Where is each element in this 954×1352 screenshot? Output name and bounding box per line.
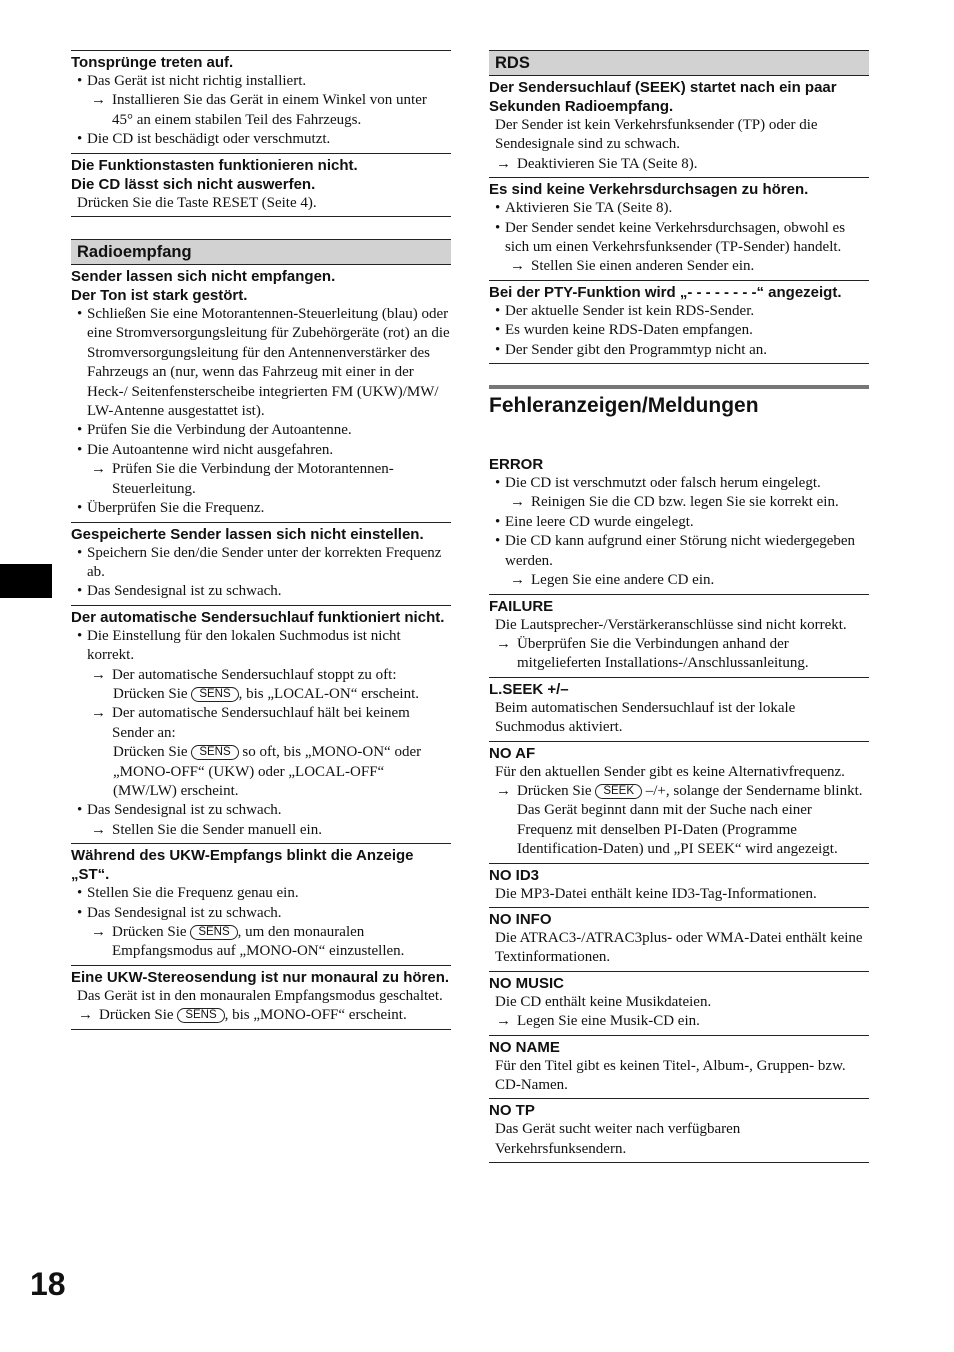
entry-sound-skips <box>71 50 451 153</box>
bullet: • Prüfen Sie die Verbindung der Autoantenne. <box>71 421 451 440</box>
entry-title: Sender lassen sich nicht empfangen. <box>71 268 336 286</box>
entry-no-reception <box>71 265 451 521</box>
left-column <box>71 50 451 1030</box>
bullet: • Speichern Sie den/die Sender unter der korrekten Frequenz ab. <box>71 544 451 583</box>
section-tab-marker <box>0 564 52 598</box>
sens-button-label: SENS <box>177 1008 224 1023</box>
entry-title: Bei der PTY-Funktion wird „- - - - - - - -“ angezeigt. <box>489 283 842 301</box>
message-no-af <box>489 741 869 863</box>
bullet: • Die Autoantenne wird nicht ausgefahren. <box>71 441 451 460</box>
section-heading-rds: RDS <box>489 50 869 76</box>
message-code: NO ID3 <box>489 866 540 884</box>
paragraph: Die MP3-Datei enthält keine ID3-Tag-Informationen. <box>495 885 817 902</box>
bullet: • Das Sendesignal ist zu schwach. <box>71 904 451 923</box>
sens-button-label: SENS <box>190 925 237 940</box>
bullet: • Das Sendesignal ist zu schwach. <box>71 582 451 601</box>
remedy: → Der automatische Sendersuchlauf stoppt zu oft: <box>71 666 451 685</box>
message-code: L.SEEK +/– <box>489 680 569 698</box>
entry-function-keys <box>71 153 451 217</box>
bullet: • Der aktuelle Sender ist kein RDS-Sender. <box>489 302 869 321</box>
entry-stereo-mono <box>71 965 451 1030</box>
entry-pty <box>489 280 869 364</box>
paragraph: Der Sender ist kein Verkehrsfunksender (TP) oder die Sendesignale sind zu schwach. <box>495 117 818 153</box>
entry-seek-starts <box>489 76 869 177</box>
message-no-info <box>489 907 869 971</box>
remedy <box>489 782 869 860</box>
message-lseek <box>489 677 869 741</box>
entry-preset-stations <box>71 522 451 605</box>
bullet: • Es wurden keine RDS-Daten empfangen. <box>489 321 869 340</box>
paragraph: Die CD enthält keine Musikdateien. <box>495 993 712 1010</box>
bullet: • Die CD ist beschädigt oder verschmutzt. <box>71 130 451 149</box>
entry-st-blinks <box>71 843 451 965</box>
sens-button-label: SENS <box>191 745 238 760</box>
entry-title: Eine UKW-Stereosendung ist nur monaural zu hören. <box>71 968 450 986</box>
message-no-id3 <box>489 863 869 907</box>
entry-title: Der Sendersuchlauf (SEEK) startet nach ein paar Sekunden Radioempfang. <box>489 79 837 115</box>
message-code: ERROR <box>489 456 544 474</box>
bullet: • Der Sender gibt den Programmtyp nicht an. <box>489 341 869 360</box>
paragraph: Für den aktuellen Sender gibt es keine Alternativfrequenz. <box>495 763 845 780</box>
paragraph: Die Lautsprecher-/Verstärkeranschlüsse sind nicht korrekt. <box>495 616 847 633</box>
remedy: → Legen Sie eine Musik-CD ein. <box>489 1012 869 1031</box>
remedy: → Stellen Sie einen anderen Sender ein. <box>489 257 869 276</box>
remedy: → Installieren Sie das Gerät in einem Winkel von unter 45° an einem stabilen Teil des Fahrzeugs. <box>71 91 451 130</box>
right-column <box>489 50 869 1163</box>
text-post: –/+, solange der Sendername blinkt. Das Gerät beginnt dann mit der Suche nach einer Frequenz mit denselben PI-Daten (Programme Identification-Daten) und „PI SEEK“ wird angezeigt. <box>517 782 863 858</box>
remedy: → Der automatische Sendersuchlauf hält bei keinem Sender an: <box>71 704 451 743</box>
entry-auto-tuning <box>71 605 451 843</box>
bullet: • Eine leere CD wurde eingelegt. <box>489 513 869 532</box>
bullet: • Die Einstellung für den lokalen Suchmodus ist nicht korrekt. <box>71 627 451 666</box>
remedy: → Stellen Sie die Sender manuell ein. <box>71 821 451 840</box>
remedy: → Deaktivieren Sie TA (Seite 8). <box>489 155 869 174</box>
paragraph: Beim automatischen Sendersuchlauf ist der lokale Suchmodus aktiviert. <box>495 699 796 736</box>
entry-title: Der automatische Sendersuchlauf funktioniert nicht. <box>71 608 445 626</box>
paragraph: Die ATRAC3-/ATRAC3plus- oder WMA-Datei enthält keine Textinformationen. <box>495 929 863 966</box>
entry-title: Während des UKW-Empfangs blinkt die Anzeige „ST“. <box>71 847 414 884</box>
bullet: • Schließen Sie eine Motorantennen-Steuerleitung (blau) oder eine Stromversorgungsleitung für Zubehörgeräte (rot) an die Stromversorgungsleitung für den Antennenverstärker des Fahrzeugs an (nur, wenn das Fahrzeug mit einer in der Heck-/ Seitenfensterscheibe integrierten FM (UKW)/MW/ LW-Antenne ausgestattet ist). <box>71 305 451 421</box>
text-post: so oft, bis „MONO-ON“ oder „MONO-OFF“ (UKW) oder „LOCAL-OFF“ (MW/LW) erscheint. <box>113 744 422 799</box>
message-failure <box>489 594 869 677</box>
message-code: NO MUSIC <box>489 974 564 992</box>
remedy <box>71 923 451 962</box>
paragraph: Das Gerät sucht weiter nach verfügbaren Verkehrsfunksendern. <box>495 1121 741 1157</box>
bullet: • Das Sendesignal ist zu schwach. <box>71 801 451 820</box>
text-pre: Drücken Sie <box>113 744 188 761</box>
section-heading-radio: Radioempfang <box>71 239 451 265</box>
bullet: • Die CD ist verschmutzt oder falsch herum eingelegt. <box>489 474 869 493</box>
entry-title: Die CD lässt sich nicht auswerfen. <box>71 175 316 193</box>
bullet: • Die CD kann aufgrund einer Störung nicht wiedergegeben werden. <box>489 532 869 571</box>
bullet: • Stellen Sie die Frequenz genau ein. <box>71 884 451 903</box>
text-pre: Drücken Sie <box>517 782 592 799</box>
bullet: • Überprüfen Sie die Frequenz. <box>71 499 451 518</box>
entry-title: Die Funktionstasten funktionieren nicht. <box>71 156 358 174</box>
sens-button-label: SENS <box>191 687 238 702</box>
remedy: → Legen Sie eine andere CD ein. <box>489 571 869 590</box>
bullet: • Das Gerät ist nicht richtig installiert. <box>71 72 451 91</box>
paragraph: Für den Titel gibt es keinen Titel-, Album-, Gruppen- bzw. CD-Namen. <box>495 1057 846 1093</box>
remedy: → Prüfen Sie die Verbindung der Motorantennen-Steuerleitung. <box>71 460 451 499</box>
message-code: FAILURE <box>489 597 554 615</box>
message-no-tp <box>489 1098 869 1163</box>
message-code: NO AF <box>489 744 536 762</box>
text-post: , bis „LOCAL-ON“ erscheint. <box>238 685 420 702</box>
remedy: → Reinigen Sie die CD bzw. legen Sie sie korrekt ein. <box>489 493 869 512</box>
message-error <box>489 453 869 593</box>
remedy <box>71 1006 451 1025</box>
paragraph: Drücken Sie die Taste RESET (Seite 4). <box>77 194 317 211</box>
entry-title: Tonsprünge treten auf. <box>71 54 234 71</box>
message-code: NO INFO <box>489 910 552 928</box>
remedy-detail <box>71 685 451 704</box>
text-pre: Drücken Sie <box>112 924 187 940</box>
remedy-detail <box>71 743 451 801</box>
message-no-music <box>489 971 869 1035</box>
paragraph: Das Gerät ist in den monauralen Empfangsmodus geschaltet. <box>77 987 443 1004</box>
text-pre: Drücken Sie <box>113 685 188 702</box>
entry-title: Es sind keine Verkehrsdurchsagen zu hören. <box>489 181 809 199</box>
seek-button-label: SEEK <box>595 784 642 799</box>
text-pre: Drücken Sie <box>99 1007 174 1024</box>
text-post: , um den monauralen Empfangsmodus auf „MONO-ON“ einzustellen. <box>112 924 405 960</box>
message-code: NO TP <box>489 1102 535 1120</box>
bullet: • Aktivieren Sie TA (Seite 8). <box>489 199 869 218</box>
bullet: • Der Sender sendet keine Verkehrsdurchsagen, obwohl es sich um einen Verkehrsfunksender (TP-Sender) handelt. <box>489 219 869 258</box>
page-number: 18 <box>30 1266 66 1302</box>
entry-title: Der Ton ist stark gestört. <box>71 287 248 305</box>
text-post: , bis „MONO-OFF“ erscheint. <box>224 1007 407 1024</box>
entry-no-traffic <box>489 177 869 280</box>
entry-title: Gespeicherte Sender lassen sich nicht einstellen. <box>71 525 424 543</box>
message-no-name <box>489 1035 869 1099</box>
message-code: NO NAME <box>489 1038 560 1056</box>
remedy: → Überprüfen Sie die Verbindungen anhand der mitgelieferten Installations-/Anschlussanleitung. <box>489 635 869 674</box>
section-heading-messages: Fehleranzeigen/Meldungen <box>489 385 869 453</box>
